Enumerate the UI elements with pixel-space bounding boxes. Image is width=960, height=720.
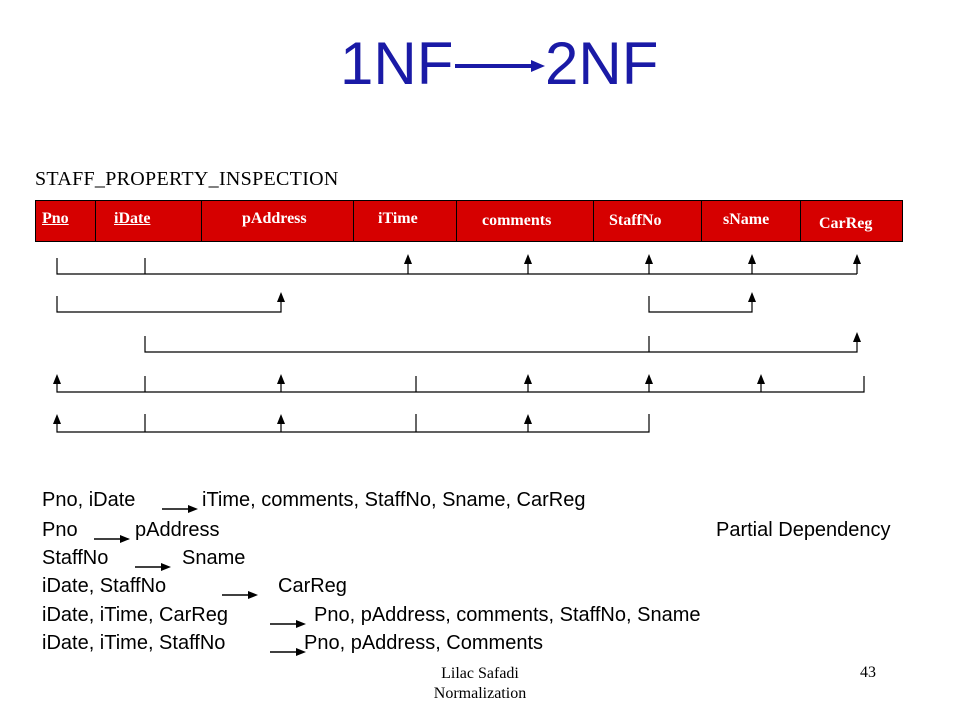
fd-line-4 [57,376,864,392]
footer [380,664,580,704]
fd-text-1 [42,489,586,512]
page-number: 43 [860,664,876,681]
fd-line-5 [57,414,649,432]
attr-label: CarReg [819,215,873,232]
fd-rhs: Pno, pAddress, comments, StaffNo, Sname [314,604,701,626]
arrow-right-icon [222,590,258,600]
arrowheads [53,254,861,424]
fd-rhs: Sname [182,547,246,569]
fd-lhs: iDate, iTime, CarReg [42,604,228,626]
title-to: 2NF [545,30,659,97]
fd-rhs: CarReg [278,575,347,597]
fd-rhs: iTime, comments, StaffNo, Sname, CarReg [202,489,586,511]
attr-label: StaffNo [609,212,662,229]
attr-label: Pno [42,210,69,227]
attr-label: sName [723,211,770,228]
attr-label: iDate [114,210,151,227]
arrow-right-icon [135,562,171,572]
footer-author: Lilac Safadi [441,665,519,682]
relation-name: STAFF_PROPERTY_INSPECTION [35,168,339,190]
fd-lhs: Pno [42,519,78,541]
fd-lhs: iDate, iTime, StaffNo [42,632,226,654]
attr-label: iTime [378,210,418,227]
title-from: 1NF [340,30,454,97]
fd-line-3 [145,336,857,352]
partial-dependency-label: Partial Dependency [716,519,891,541]
fd-text-5 [42,604,701,627]
fd-rhs: Pno, pAddress, Comments [304,632,543,654]
fd-text-3 [42,547,246,570]
fd-text-4 [42,575,347,598]
fd-text-2 [42,519,220,542]
arrow-right-icon [94,534,130,544]
fd-rhs: pAddress [135,519,220,541]
footer-course: Normalization [433,685,527,702]
fd-lhs: StaffNo [42,547,109,569]
arrow-right-icon [162,504,198,514]
fd-lhs: Pno, iDate [42,489,136,511]
fd-text-6 [42,632,543,655]
fd-line-1 [57,258,857,274]
arrow-right-icon [270,647,306,657]
fd-line-2 [57,296,752,312]
arrow-right-icon [270,619,306,629]
attr-label: pAddress [242,210,307,227]
attr-label: comments [482,212,552,229]
fd-lhs: iDate, StaffNo [42,575,167,597]
